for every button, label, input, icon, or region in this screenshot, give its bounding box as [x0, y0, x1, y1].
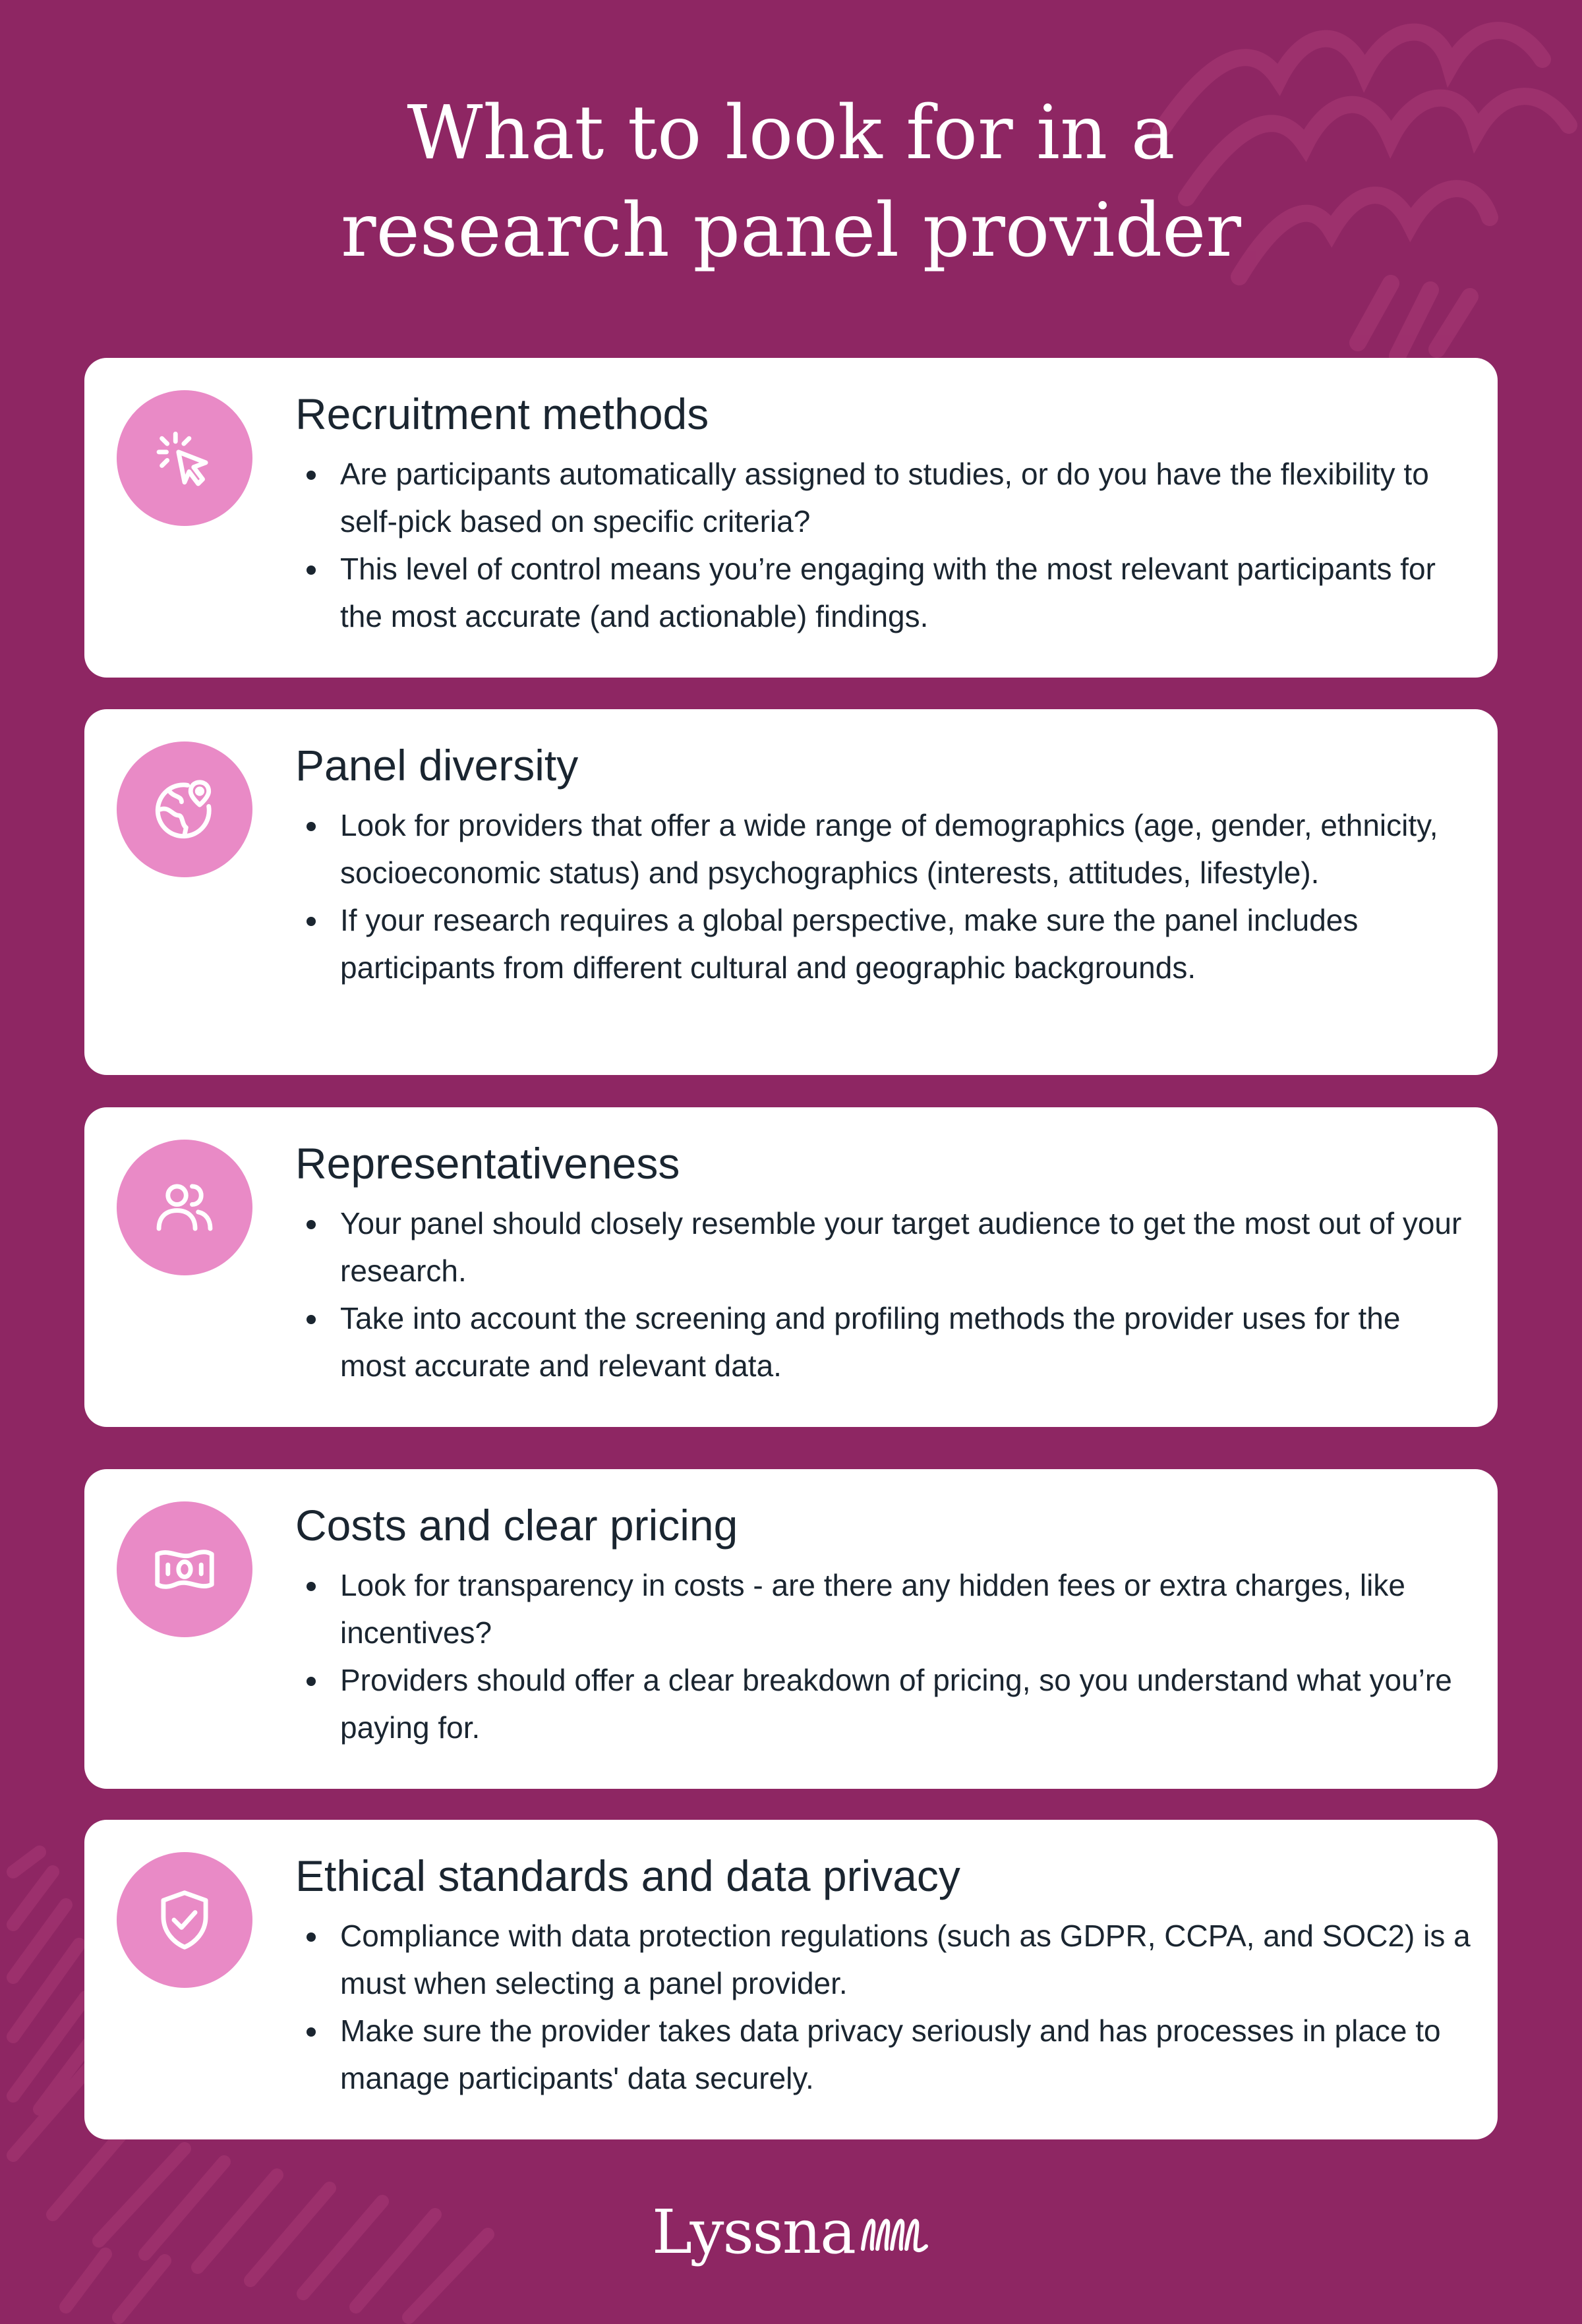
title-line-1: What to look for in a: [407, 90, 1175, 176]
title-line-2: research panel provider: [341, 188, 1241, 274]
card-costs-clear-pricing: [84, 1469, 1498, 1789]
money-icon: [117, 1501, 252, 1637]
shield-check-icon: [117, 1852, 252, 1988]
bullet-item: • This level of control means you’re engaging with the most relevant participants for the most accurate (and actionable) findings.: [330, 545, 1471, 640]
card-ethical-standards-data-privacy: [84, 1820, 1498, 2139]
card-title: Representativeness: [295, 1139, 680, 1188]
bullet-list: [295, 450, 1471, 640]
users-icon: [117, 1140, 252, 1275]
bullet-item: • Your panel should closely resemble your target audience to get the most out of your research.: [330, 1200, 1471, 1294]
bullet-list: [295, 801, 1471, 991]
card-title: Panel diversity: [295, 741, 579, 790]
card-recruitment-methods: [84, 358, 1498, 678]
card-title: Recruitment methods: [295, 390, 709, 438]
bullet-item: • Look for providers that offer a wide range of demographics (age, gender, ethnicity, socioeconomic status) and psychographics (interests, attitudes, lifestyle).: [330, 801, 1471, 896]
card-representativeness: [84, 1107, 1498, 1427]
page-title: [0, 84, 1582, 279]
cursor-click-icon: [117, 390, 252, 526]
card-panel-diversity: [84, 709, 1498, 1075]
globe-pin-icon: [117, 741, 252, 877]
bullet-item: • Look for transparency in costs - are there any hidden fees or extra charges, like incentives?: [330, 1561, 1471, 1656]
card-title: Costs and clear pricing: [295, 1501, 738, 1550]
bullet-item: • Providers should offer a clear breakdown of pricing, so you understand what you’re paying for.: [330, 1656, 1471, 1751]
brand-logo: [0, 2196, 1582, 2269]
bullet-list: [295, 1561, 1471, 1751]
bullet-item: • If your research requires a global perspective, make sure the panel includes participants from different cultural and geographic backgrounds.: [330, 896, 1471, 991]
bullet-item: • Take into account the screening and profiling methods the provider uses for the most accurate and relevant data.: [330, 1294, 1471, 1389]
card-title: Ethical standards and data privacy: [295, 1851, 960, 1900]
logo-text: Lyssna: [652, 2197, 855, 2267]
bullet-item: • Make sure the provider takes data privacy seriously and has processes in place to manage participants' data securely.: [330, 2007, 1471, 2102]
bullet-list: [295, 1200, 1471, 1389]
bullet-item: • Are participants automatically assigned to studies, or do you have the flexibility to self-pick based on specific criteria?: [330, 450, 1471, 545]
bullet-list: [295, 1912, 1471, 2102]
logo-squiggle-icon: [858, 2203, 930, 2262]
bullet-item: • Compliance with data protection regulations (such as GDPR, CCPA, and SOC2) is a must when selecting a panel provider.: [330, 1912, 1471, 2007]
